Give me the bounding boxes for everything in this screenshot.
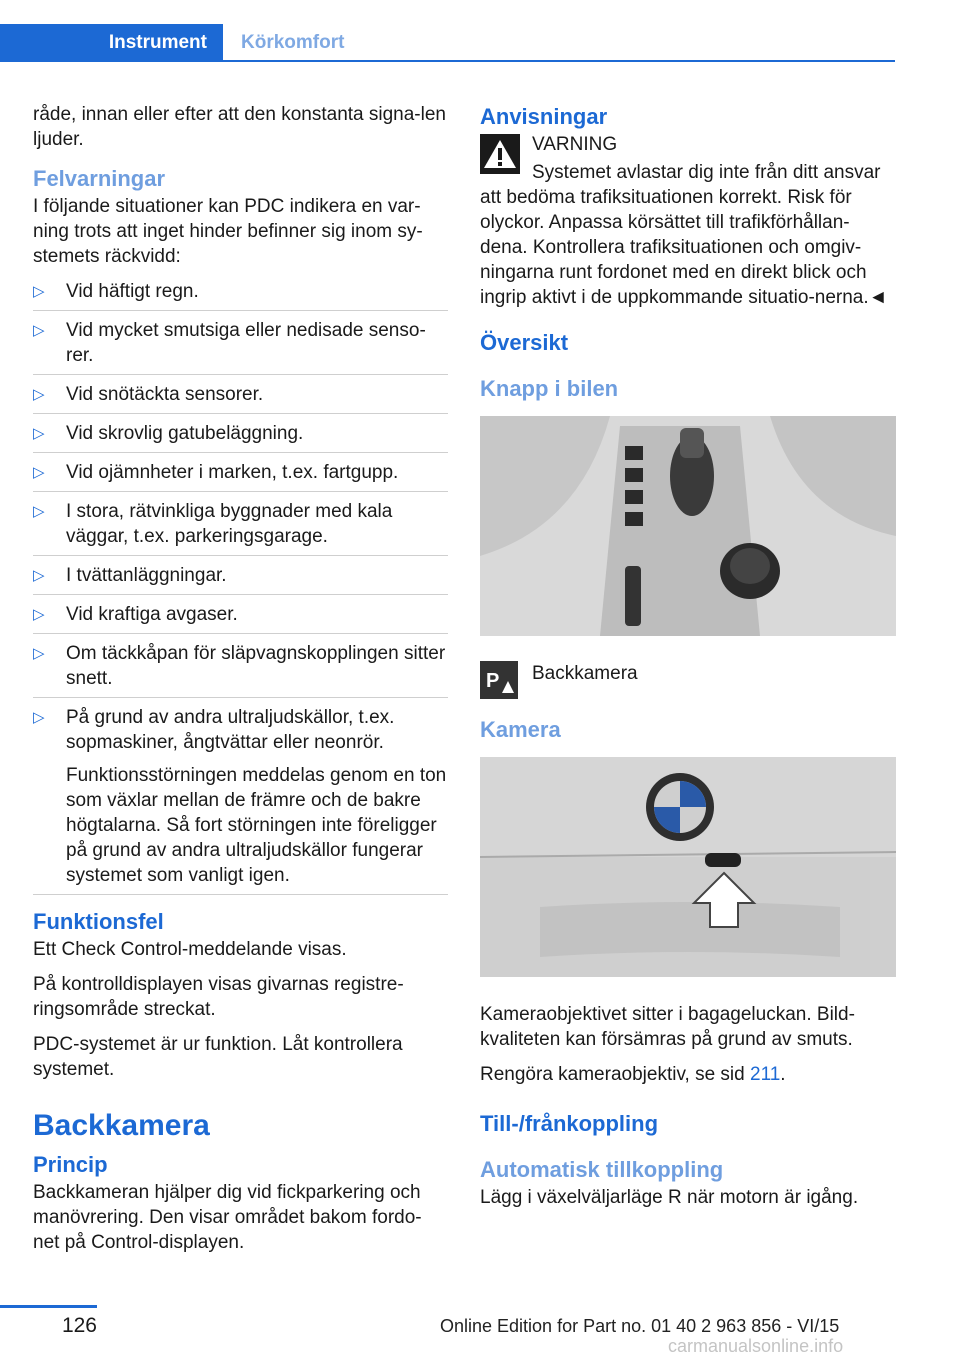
triangle-bullet-icon: ▷ xyxy=(33,606,45,623)
rengora-text: Rengöra kameraobjektiv, se sid 211. xyxy=(480,1064,786,1085)
warning-block xyxy=(480,132,896,310)
list-item: ▷ Vid snötäckta sensorer. xyxy=(33,382,448,414)
list-item: ▷ I stora, rätvinkliga byggnader med kala väggar, t.ex. parkeringsgarage. xyxy=(33,499,448,556)
automatisk-text: Lägg i växelväljarläge R när motorn är igång. xyxy=(480,1187,859,1208)
automatisk-heading: Automatisk tillkoppling xyxy=(480,1157,724,1182)
triangle-bullet-icon: ▷ xyxy=(33,645,45,662)
list-item: ▷ Vid ojämnheter i marken, t.ex. fartgupp. xyxy=(33,460,448,492)
edition-text: Online Edition for Part no. 01 40 2 963 856 - VI/15 xyxy=(440,1316,840,1336)
watermark: carmanualsonline.info xyxy=(668,1336,844,1356)
warning-text: Systemet avlastar dig inte från ditt ansvar att bedöma trafiksituationen korrekt. Risk för olyckor. Anpassa körsättet till trafikförhållan-dena. Kontrollera trafiksituationen och omgiv-ningarna runt fordonet med en direkt blick och ingrip aktivt i de uppkommande situatio-nerna.◄ xyxy=(480,162,888,308)
rear-camera-photo xyxy=(480,757,896,977)
tab-korkomfort[interactable]: Körkomfort xyxy=(241,32,345,53)
triangle-bullet-icon: ▷ xyxy=(33,503,45,520)
felvarningar-text: I följande situationer kan PDC indikera en var-ning trots att inget hinder befinner sig inom sy-stemets räckvidd: xyxy=(33,196,423,267)
oversikt-heading: Översikt xyxy=(480,330,569,355)
kamera-text: Kameraobjektivet sitter i bagageluckan. Bild-kvaliteten kan försämras på grund av smuts. xyxy=(480,1004,855,1050)
list-item: ▷ Vid mycket smutsiga eller nedisade senso-rer. xyxy=(33,318,448,375)
backkamera-heading: Backkamera xyxy=(33,1109,210,1142)
intro-text: råde, innan eller efter att den konstanta signa-len ljuder. xyxy=(33,104,446,150)
funktionsfel-text-3: PDC-systemet är ur funktion. Låt kontrollera systemet. xyxy=(33,1034,403,1080)
triangle-bullet-icon: ▷ xyxy=(33,464,45,481)
triangle-bullet-icon: ▷ xyxy=(33,425,45,442)
svg-text:P: P xyxy=(486,670,500,692)
warning-triangle-icon xyxy=(480,134,520,174)
triangle-bullet-icon: ▷ xyxy=(33,386,45,403)
list-item: ▷ I tvättanläggningar. xyxy=(33,563,448,595)
list-item: ▷ Vid häftigt regn. xyxy=(33,279,448,311)
list-item-note: Funktionsstörningen meddelas genom en ton som växlar mellan de främre och de bakre högtalarna. Så fort störningen inte föreligger på grund av andra ultraljudskällor fungerar systemet som vanligt igen. xyxy=(66,765,447,886)
triangle-bullet-icon: ▷ xyxy=(33,322,45,339)
kamera-heading: Kamera xyxy=(480,717,561,742)
page-link[interactable]: 211 xyxy=(750,1064,781,1085)
list-item: ▷ Vid kraftiga avgaser. xyxy=(33,602,448,634)
list-item: ▷ På grund av andra ultraljudskällor, t.ex. sopmaskiner, ångtvättar eller neonrör. Funktionsstörningen meddelas genom en ton som växlar mellan de främre och de bakre högtalarna. Så fort störningen inte föreligger på grund av andra ultraljudskällor fungerar systemet som vanligt igen. xyxy=(33,705,448,895)
funktionsfel-heading: Funktionsfel xyxy=(33,909,164,934)
tab-instrument[interactable]: Instrument xyxy=(0,24,223,60)
princip-text: Backkameran hjälper dig vid fickparkering och manövrering. Den visar området bakom fordo-net på Control-displayen. xyxy=(33,1182,422,1253)
list-item: ▷ Om täckkåpan för släpvagnskopplingen sitter snett. xyxy=(33,641,448,698)
anvisningar-heading: Anvisningar xyxy=(480,104,608,129)
page-number: 126 xyxy=(61,1314,97,1337)
knapp-heading: Knapp i bilen xyxy=(480,376,619,401)
center-console-photo xyxy=(480,416,896,636)
triangle-bullet-icon: ▷ xyxy=(33,283,45,300)
tab-bar xyxy=(0,24,895,62)
footer-divider xyxy=(0,1305,97,1308)
triangle-bullet-icon: ▷ xyxy=(33,709,45,726)
funktionsfel-text-2: På kontrolldisplayen visas givarnas registre-ringsområde streckat. xyxy=(33,974,404,1020)
left-column xyxy=(33,102,448,1265)
backkamera-button-label: Backkamera xyxy=(532,663,638,684)
princip-heading: Princip xyxy=(33,1152,108,1177)
right-column xyxy=(480,102,896,1220)
felvarningar-heading: Felvarningar xyxy=(33,166,166,191)
warning-title: VARNING xyxy=(532,134,618,155)
parking-camera-icon[interactable] xyxy=(480,661,518,699)
list-item: ▷ Vid skrovlig gatubeläggning. xyxy=(33,421,448,453)
felvarningar-list xyxy=(33,279,448,895)
funktionsfel-text-1: Ett Check Control-meddelande visas. xyxy=(33,939,347,960)
triangle-bullet-icon: ▷ xyxy=(33,567,45,584)
till-fran-heading: Till-/frånkoppling xyxy=(480,1111,659,1136)
